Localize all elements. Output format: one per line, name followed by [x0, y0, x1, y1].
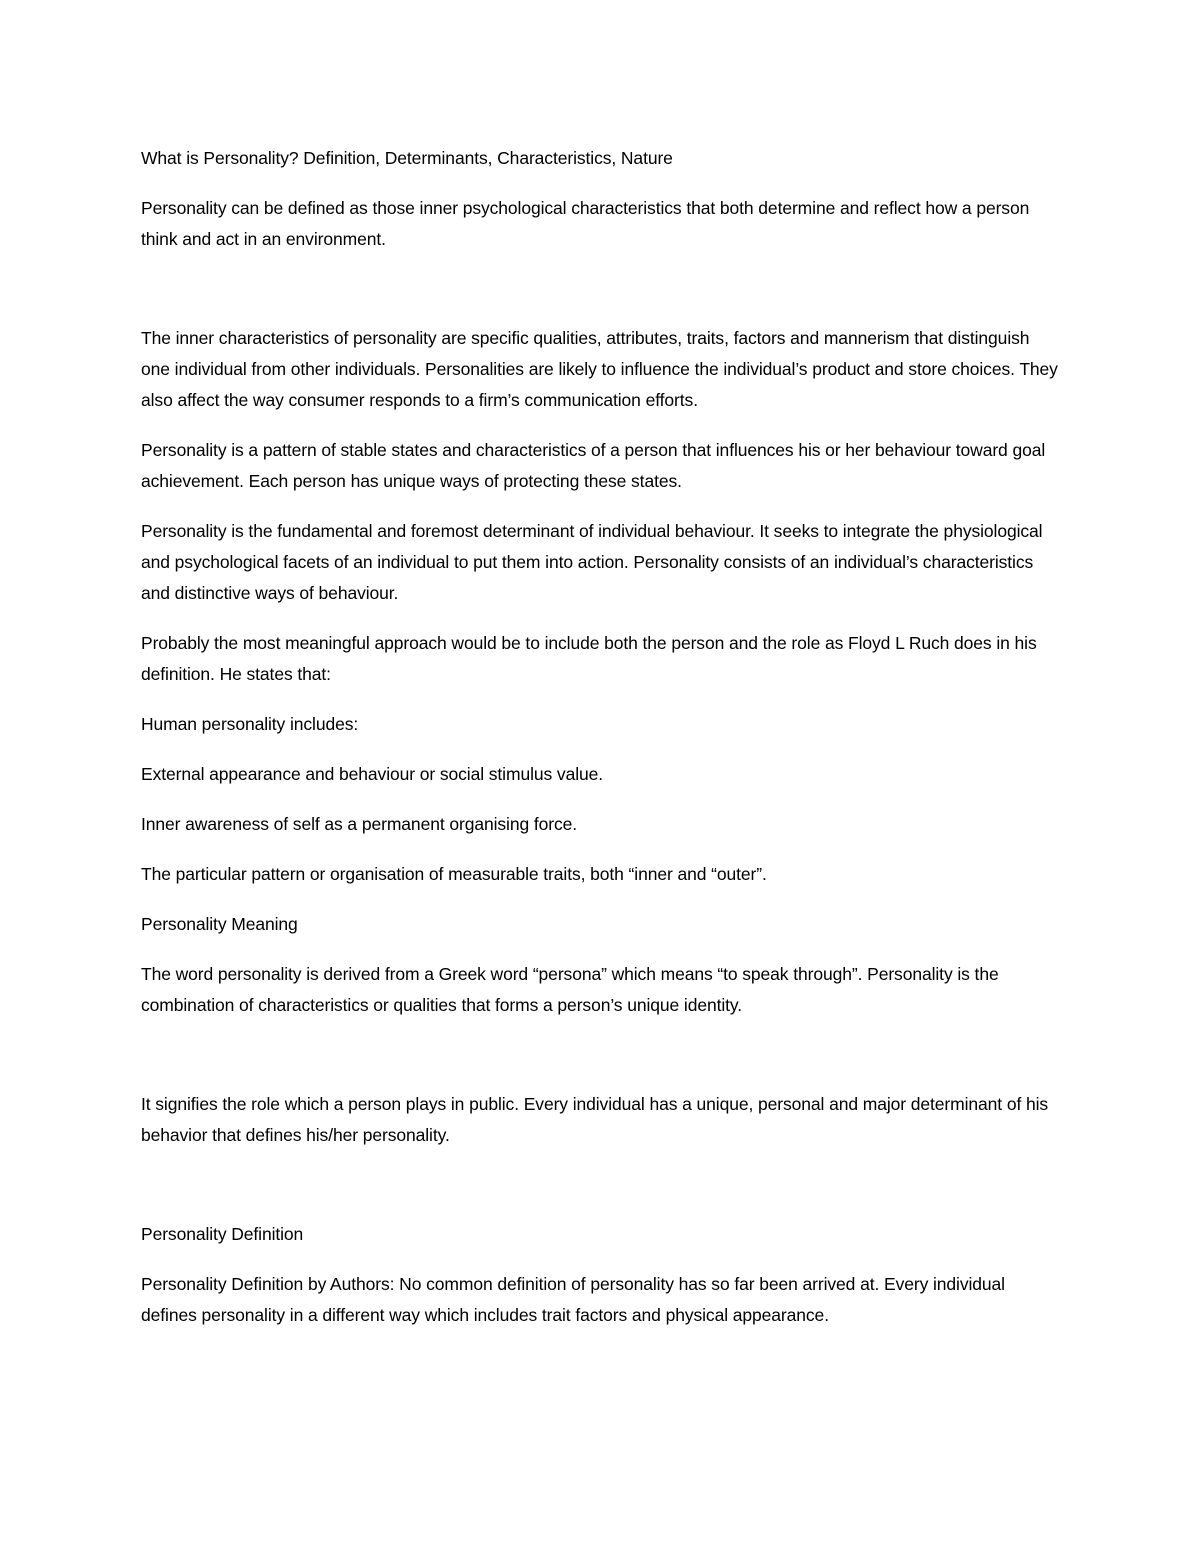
- paragraph-definition: Personality can be defined as those inner psychological characteristics that both determine and reflect how a person think and act in an environment.: [141, 198, 1030, 249]
- blank-spacer: [141, 274, 1061, 323]
- paragraph-inner-awareness: Inner awareness of self as a permanent organising force.: [141, 814, 578, 834]
- paragraph-stable-states: Personality is a pattern of stable states and characteristics of a person that influences his or her behaviour toward goal achievement. Each person has unique ways of protecting these states.: [141, 440, 1046, 491]
- document-title: What is Personality? Definition, Determinants, Characteristics, Nature: [141, 148, 673, 168]
- paragraph-definition-by-authors: Personality Definition by Authors: No common definition of personality has so far been arrived at. Every individual defines personality in a different way which includes trait factors and physical appearance.: [141, 1274, 1005, 1325]
- paragraph-signifies-role: It signifies the role which a person plays in public. Every individual has a unique, personal and major determinant of his behavior that defines his/her personality.: [141, 1094, 1049, 1145]
- blank-spacer: [141, 1040, 1061, 1089]
- paragraph-external-appearance: External appearance and behaviour or social stimulus value.: [141, 764, 604, 784]
- blank-spacer: [141, 1170, 1061, 1219]
- heading-personality-definition: Personality Definition: [141, 1224, 304, 1244]
- paragraph-human-personality: Human personality includes:: [141, 714, 359, 734]
- paragraph-floyd-ruch: Probably the most meaningful approach would be to include both the person and the role as Floyd L Ruch does in his definition. He states that:: [141, 633, 1037, 684]
- paragraph-inner-characteristics: The inner characteristics of personality are specific qualities, attributes, traits, factors and mannerism that distinguish one individual from other individuals. Personalities are likely to influence the individual’s product and store choices. They also affect the way consumer responds to a firm’s communication efforts.: [141, 328, 1058, 410]
- paragraph-fundamental-determinant: Personality is the fundamental and foremost determinant of individual behaviour. It seeks to integrate the physiological and psychological facets of an individual to put them into action. Personality consists of an individual’s characteristics and distinctive ways of behaviour.: [141, 521, 1043, 603]
- paragraph-particular-pattern: The particular pattern or organisation of measurable traits, both “inner and “outer”.: [141, 864, 767, 884]
- heading-personality-meaning: Personality Meaning: [141, 914, 298, 934]
- document-body: [141, 143, 1061, 1350]
- paragraph-word-personality: The word personality is derived from a Greek word “persona” which means “to speak through”. Personality is the combination of characteristics or qualities that forms a person’s unique identity.: [141, 964, 999, 1015]
